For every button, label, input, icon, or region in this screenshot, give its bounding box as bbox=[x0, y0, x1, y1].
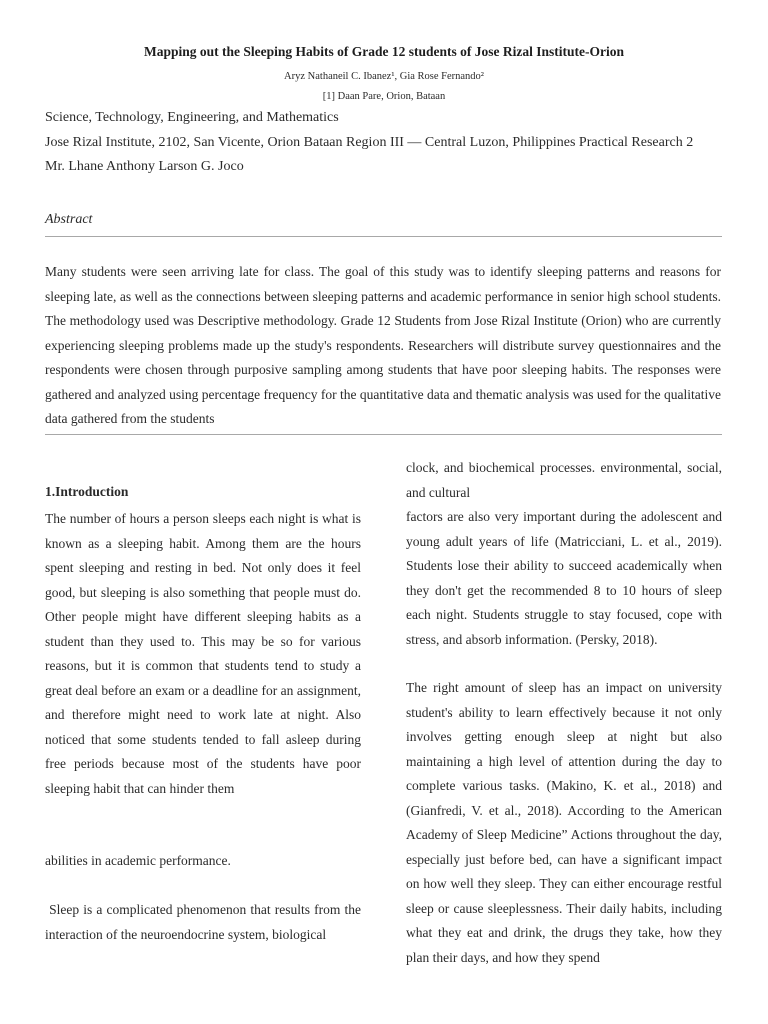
intro-paragraph-1-continued-text: abilities in academic performance. bbox=[45, 853, 231, 868]
intro-paragraph-2-text: Sleep is a complicated phenomenon that results from the interaction of the neuroendocrine system, biological bbox=[45, 902, 365, 942]
strand-line: Science, Technology, Engineering, and Mathematics bbox=[45, 110, 339, 125]
intro-paragraph-4 bbox=[406, 676, 722, 970]
intro-paragraph-1 bbox=[45, 507, 361, 801]
paper-title: Mapping out the Sleeping Habits of Grade 12 students of Jose Rizal Institute-Orion bbox=[143, 44, 625, 59]
abstract-heading: Abstract bbox=[45, 212, 93, 227]
intro-paragraph-3 bbox=[406, 456, 722, 652]
abstract-body: Many students were seen arriving late for class. The goal of this study was to identify sleeping patterns and reasons for sleeping late, as well as the connections between sleeping patterns and academic performance in senior high school students. The methodology used was Descriptive methodology. Grade 12 Students from Jose Rizal Institute (Orion) who are currently experiencing sleeping problems made up the study's respondents. Researchers will distribute survey questionnaires and the respondents were chosen through purposive sampling among students that have poor sleeping habits. The responses were gathered and analyzed using percentage frequency for the quantitative data and thematic analysis was used for the qualitative data gathered from the students bbox=[45, 264, 721, 426]
intro-paragraph-4-text: The right amount of sleep has an impact on university student's ability to learn effectively because it not only involves getting enough sleep at night but also maintaining a high level of attention during the day to complete various tasks. (Makino, K. et al., 2018) and (Gianfredi, V. et al., 2018). According to the American Academy of Sleep Medicine” Actions throughout the day, especially just before bed, can have a significant impact on how well they sleep. They can either encourage restful sleep or cause sleeplessness. Their daily habits, including what they eat and drink, the drugs they take, how they plan their days, and how they spend bbox=[406, 680, 722, 965]
school-line: Jose Rizal Institute, 2102, San Vicente, Orion Bataan Region III — Central Luzon, Philippines Practical Research 2 bbox=[45, 135, 694, 150]
intro-paragraph-1-text: The number of hours a person sleeps each night is what is known as a sleeping habit. Among them are the hours spent sleeping and resting in bed. Not only does it feel good, but sleeping is also something that people must do. Other people might have different sleeping habits as a student than they used to. This may be so for various reasons, but it is common that students tend to study a great deal before an exam or a deadline for an assignment, and therefore might need to work late at night. Also noticed that some students tended to fall asleep during free periods because most of the students have poor sleeping habit that can hinder them bbox=[45, 511, 361, 796]
abstract-bottom-divider bbox=[45, 434, 722, 435]
adviser-line: Mr. Lhane Anthony Larson G. Joco bbox=[45, 159, 244, 174]
intro-paragraph-2 bbox=[45, 898, 365, 947]
intro-paragraph-1-continued bbox=[45, 849, 361, 874]
author-list: Aryz Nathaneil C. Ibanez¹, Gia Rose Fernando² bbox=[284, 71, 484, 82]
abstract-top-divider bbox=[45, 236, 722, 237]
intro-paragraph-3-first-line: clock, and biochemical processes. environmental, social, and cultural bbox=[406, 460, 722, 500]
affiliation: [1] Daan Pare, Orion, Bataan bbox=[322, 91, 446, 102]
intro-paragraph-3-text: factors are also very important during the adolescent and young adult years of life (Matricciani, L. et al., 2019). Students lose their ability to succeed academically when they don't get the recommended 8 to 10 hours of sleep each night. Students struggle to stay focused, cope with stress, and absorb information. (Persky, 2018). bbox=[406, 509, 722, 647]
section-heading-introduction: 1.Introduction bbox=[45, 484, 129, 499]
